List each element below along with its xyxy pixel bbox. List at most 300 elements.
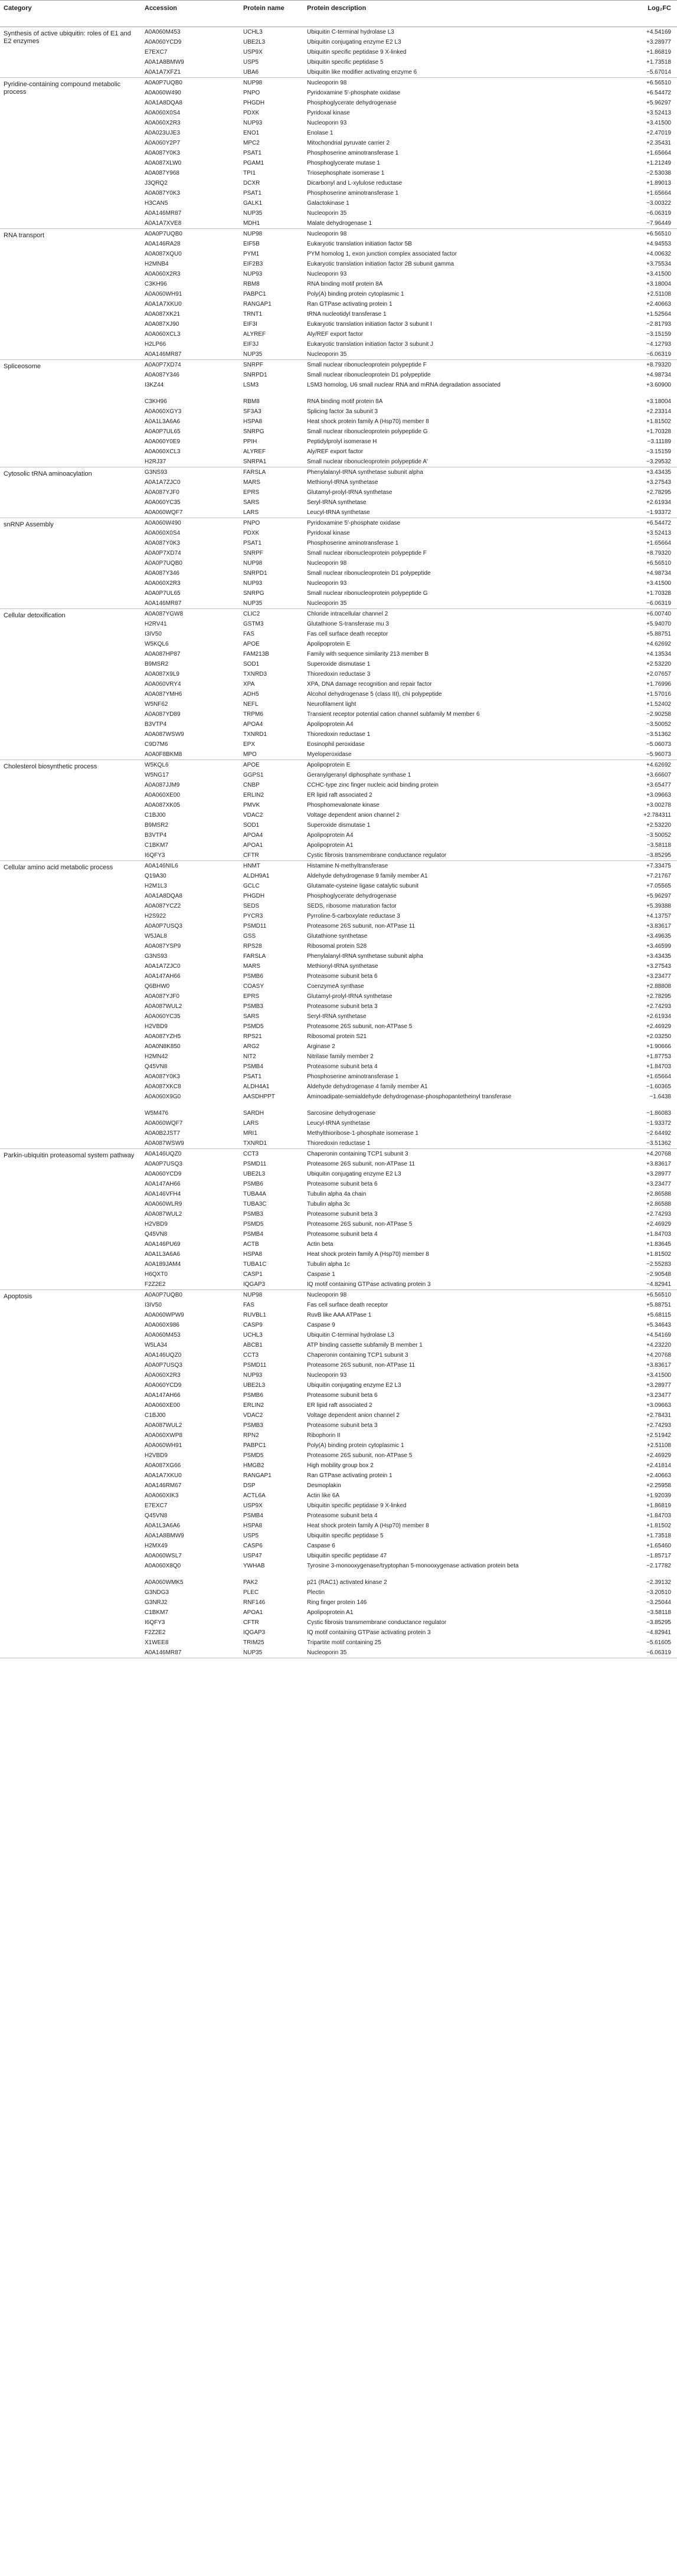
table-row (0, 770, 677, 780)
category-group (0, 760, 677, 861)
log2fc-cell: +2.61934 (646, 499, 671, 506)
log2fc-cell: +2.61934 (646, 1013, 671, 1020)
category-label: Apoptosis (4, 1293, 32, 1300)
category-label: Cytosolic tRNA aminoacylation (4, 470, 92, 477)
category-group (0, 1290, 677, 1658)
protein-name-cell: USP9X (243, 1503, 263, 1509)
description-cell: Nucleoporin 93 (307, 580, 347, 587)
accession-cell: A0A1A7XVE8 (145, 220, 182, 227)
header-protein-name: Protein name (243, 5, 284, 12)
log2fc-cell: +4.23220 (646, 1342, 671, 1348)
accession-cell: F2Z2E2 (145, 1629, 166, 1636)
accession-cell: Q45VN8 (145, 1063, 168, 1070)
log2fc-cell: +2.53220 (646, 661, 671, 667)
table-row (0, 719, 677, 729)
protein-name-cell: EPRS (243, 993, 260, 1000)
table-row (0, 1320, 677, 1330)
protein-name-cell: PSMB3 (243, 1211, 263, 1217)
accession-cell: A0A1L3A6A6 (145, 418, 181, 425)
description-cell: Fas cell surface death receptor (307, 631, 388, 637)
table-body (0, 27, 677, 1658)
table-row (0, 810, 677, 820)
protein-name-cell: EIF5B (243, 241, 260, 247)
table-row (0, 249, 677, 259)
description-cell: Myeloperoxidase (307, 751, 352, 758)
table-row (0, 447, 677, 457)
protein-name-cell: IQGAP3 (243, 1629, 266, 1636)
protein-name-cell: DCXR (243, 180, 260, 186)
log2fc-cell: −6.06319 (646, 600, 671, 607)
log2fc-cell: +2.40663 (646, 1472, 671, 1479)
description-cell: Proteasome 26S subunit, non-ATPase 5 (307, 1221, 413, 1228)
table-row (0, 98, 677, 108)
table-row (0, 941, 677, 951)
protein-name-cell: PSMB6 (243, 973, 263, 980)
protein-name-cell: SEDS (243, 903, 260, 909)
description-cell: Neurofilament light (307, 701, 357, 708)
description-cell: Proteasome subunit beta 6 (307, 1392, 378, 1399)
table-row (0, 27, 677, 37)
table-row (0, 881, 677, 891)
description-cell: Enolase 1 (307, 130, 333, 136)
protein-name-cell: NUP98 (243, 1292, 263, 1298)
protein-name-cell: HNMT (243, 863, 260, 869)
description-cell: Ribophorin II (307, 1432, 341, 1439)
protein-name-cell: PSAT1 (243, 1073, 261, 1080)
protein-name-cell: PSAT1 (243, 150, 261, 156)
description-cell: Phosphoglycerate dehydrogenase (307, 100, 397, 106)
log2fc-cell: −2.64492 (646, 1130, 671, 1137)
log2fc-cell: +2.41814 (646, 1462, 671, 1469)
description-cell: Heat shock protein family A (Hsp70) member 8 (307, 1523, 429, 1529)
description-cell: Seryl-tRNA synthetase (307, 499, 367, 506)
log2fc-cell: +2.86588 (646, 1191, 671, 1197)
protein-name-cell: SNRPD1 (243, 372, 267, 378)
protein-name-cell: RANGAP1 (243, 301, 272, 307)
accession-cell: A0A060WQF7 (145, 509, 183, 516)
accession-cell: I3IV50 (145, 1302, 162, 1308)
accession-cell: A0A0P7USQ3 (145, 1362, 182, 1369)
description-cell: Proteasome subunit beta 3 (307, 1211, 378, 1217)
description-cell: Proteasome 26S subunit, non-ATPase 11 (307, 1161, 416, 1167)
accession-cell: A0A060M453 (145, 1332, 181, 1338)
accession-cell: Q19A30 (145, 873, 166, 879)
table-row (0, 57, 677, 67)
description-cell: Malate dehydrogenase 1 (307, 220, 372, 227)
protein-name-cell: PGAM1 (243, 160, 264, 166)
log2fc-cell: +2.74293 (646, 1003, 671, 1010)
accession-cell: A0A1A8DQA8 (145, 100, 182, 106)
protein-name-cell: RBM8 (243, 398, 260, 405)
protein-name-cell: ADH5 (243, 691, 259, 698)
description-cell: Voltage dependent anion channel 2 (307, 812, 400, 819)
description-cell: Pyridoxamine 5′-phosphate oxidase (307, 520, 401, 526)
table-row (0, 467, 677, 477)
table-row (0, 329, 677, 339)
table-row (0, 1189, 677, 1199)
accession-cell: A0A060XCL3 (145, 331, 181, 338)
description-cell: Ribosomal protein S21 (307, 1033, 367, 1040)
description-cell: Proteasome subunit beta 4 (307, 1513, 378, 1519)
accession-cell: A0A060VRY4 (145, 681, 181, 688)
accession-cell: A0A060XE00 (145, 1402, 181, 1409)
protein-name-cell: CFTR (243, 1619, 259, 1626)
log2fc-cell: +2.40663 (646, 301, 671, 307)
accession-cell: J3QRQ2 (145, 180, 168, 186)
protein-name-cell: PAK2 (243, 1579, 258, 1586)
protein-name-cell: GSS (243, 933, 256, 940)
log2fc-cell: +5.96297 (646, 893, 671, 899)
table-row (0, 1032, 677, 1042)
protein-name-cell: PSMB6 (243, 1181, 263, 1187)
description-cell: Proteasome subunit beta 4 (307, 1063, 378, 1070)
table-row (0, 1159, 677, 1169)
table-row (0, 1648, 677, 1658)
log2fc-cell: +1.92039 (646, 1492, 671, 1499)
description-cell: Ran GTPase activating protein 1 (307, 1472, 393, 1479)
protein-name-cell: COASY (243, 983, 264, 990)
log2fc-cell: +1.21249 (646, 160, 671, 166)
table-row (0, 1052, 677, 1062)
accession-cell: H2VBD9 (145, 1221, 168, 1228)
table-row (0, 1390, 677, 1400)
accession-cell: B9MSR2 (145, 822, 169, 829)
accession-cell: F2Z2E2 (145, 1281, 166, 1288)
protein-name-cell: AASDHPPT (243, 1094, 275, 1100)
table-row (0, 1108, 677, 1118)
log2fc-cell: +3.41500 (646, 580, 671, 587)
log2fc-cell: +4.13534 (646, 651, 671, 657)
protein-name-cell: PLEC (243, 1589, 259, 1596)
log2fc-cell: +1.52564 (646, 311, 671, 318)
log2fc-cell: +2.46929 (646, 1221, 671, 1228)
description-cell: Nucleoporin 35 (307, 210, 347, 217)
protein-name-cell: APOA4 (243, 721, 263, 728)
category-label: Cholesterol biosynthetic process (4, 763, 97, 770)
log2fc-cell: +3.43435 (646, 953, 671, 960)
description-cell: Chloride intracellular channel 2 (307, 611, 388, 617)
accession-cell: A0A087WUL2 (145, 1003, 182, 1010)
protein-name-cell: PSMB3 (243, 1003, 263, 1010)
table-row (0, 951, 677, 961)
table-row (0, 1239, 677, 1249)
protein-name-cell: CASP9 (243, 1322, 263, 1328)
description-cell: Pyridoxal kinase (307, 110, 350, 116)
protein-name-cell: TXNRD3 (243, 671, 267, 677)
protein-name-cell: ALYREF (243, 331, 266, 338)
accession-cell: H3CAN5 (145, 200, 168, 207)
description-cell: Methionyl-tRNA synthetase (307, 479, 378, 486)
log2fc-cell: +2.07657 (646, 671, 671, 677)
protein-name-cell: PSMD5 (243, 1023, 264, 1030)
accession-cell: A0A087YZH5 (145, 1033, 181, 1040)
accession-cell: A0A087XQU0 (145, 251, 182, 257)
accession-cell: W5KQL6 (145, 762, 169, 768)
description-cell: IQ motif containing GTPase activating protein 3 (307, 1629, 431, 1636)
description-cell: Aldehyde dehydrogenase 9 family member A1 (307, 873, 428, 879)
accession-cell: H2VBD9 (145, 1023, 168, 1030)
category-label: snRNP Assembly (4, 521, 54, 528)
log2fc-cell: −1.93372 (646, 509, 671, 516)
table-row (0, 299, 677, 309)
table-row (0, 1310, 677, 1320)
protein-name-cell: ABCB1 (243, 1342, 263, 1348)
description-cell: Small nuclear ribonucleoprotein polypeptide G (307, 428, 428, 435)
accession-cell: B3VTP4 (145, 832, 167, 839)
log2fc-cell: +3.00278 (646, 802, 671, 809)
category-label: Pyridine-containing compound metabolic process (4, 81, 121, 96)
table-row (0, 961, 677, 971)
category-group (0, 518, 677, 609)
log2fc-cell: +4.20768 (646, 1151, 671, 1157)
protein-name-cell: PHGDH (243, 100, 265, 106)
log2fc-cell: −3.85295 (646, 1619, 671, 1626)
protein-name-cell: NUP35 (243, 1649, 263, 1656)
protein-name-cell: EIF3J (243, 341, 259, 348)
table-row (0, 1370, 677, 1380)
description-cell: Splicing factor 3a subunit 3 (307, 408, 378, 415)
description-cell: Eukaryotic translation initiation factor 3 subunit J (307, 341, 433, 348)
description-cell: Nucleoporin 93 (307, 1372, 347, 1379)
protein-name-cell: HSPA8 (243, 1251, 263, 1258)
table-row (0, 649, 677, 659)
protein-name-cell: PHGDH (243, 893, 265, 899)
description-cell: Phosphoglycerate mutase 1 (307, 160, 380, 166)
log2fc-cell: +5.39388 (646, 903, 671, 909)
accession-cell: C1BKM7 (145, 1609, 169, 1616)
table-row (0, 1541, 677, 1551)
accession-cell: A0A147AH66 (145, 1181, 181, 1187)
log2fc-cell: +2.78295 (646, 993, 671, 1000)
accession-cell: A0A147AH66 (145, 1392, 181, 1399)
description-cell: Caspase 9 (307, 1322, 335, 1328)
protein-name-cell: RPS28 (243, 943, 262, 950)
protein-name-cell: GSTM3 (243, 621, 264, 627)
accession-cell: H2M1L3 (145, 883, 167, 889)
log2fc-cell: −3.58118 (646, 842, 671, 849)
accession-cell: A0A1A8DQA8 (145, 893, 182, 899)
protein-name-cell: RNF146 (243, 1599, 266, 1606)
log2fc-cell: +3.43435 (646, 469, 671, 476)
accession-cell: A0A0P7UL65 (145, 590, 181, 597)
description-cell: Tubulin alpha 1c (307, 1261, 351, 1268)
protein-name-cell: MRI1 (243, 1130, 257, 1137)
accession-cell: A0A1A7XKU0 (145, 1472, 182, 1479)
log2fc-cell: +1.83645 (646, 1241, 671, 1248)
log2fc-cell: +3.28977 (646, 1382, 671, 1389)
log2fc-cell: +3.23477 (646, 973, 671, 980)
description-cell: Tubulin alpha 4a chain (307, 1191, 367, 1197)
accession-cell: A0A087YJF0 (145, 993, 179, 1000)
accession-cell: A0A146RA28 (145, 241, 181, 247)
protein-name-cell: UBE2L3 (243, 1171, 266, 1177)
table-row (0, 67, 677, 77)
description-cell: Mitochondrial pyruvate carrier 2 (307, 140, 390, 146)
description-cell: Dicarbonyl and L-xylulose reductase (307, 180, 403, 186)
log2fc-cell: −4.12793 (646, 341, 671, 348)
protein-name-cell: NIT2 (243, 1053, 256, 1060)
table-row (0, 921, 677, 931)
log2fc-cell: −2.53038 (646, 170, 671, 176)
category-label: Synthesis of active ubiquitin: roles of E1 and E2 enzymes (4, 30, 131, 45)
accession-cell: A0A1A7ZJC0 (145, 963, 181, 970)
description-cell: Nitrilase family member 2 (307, 1053, 374, 1060)
description-cell: Ran GTPase activating protein 1 (307, 301, 393, 307)
table-row (0, 1551, 677, 1561)
description-cell: Eukaryotic translation initiation factor 5B (307, 241, 412, 247)
table-row (0, 699, 677, 709)
description-cell: Leucyl-tRNA synthetase (307, 509, 370, 516)
accession-cell: A0A0P7USQ3 (145, 1161, 182, 1167)
description-cell: Glutamyl-prolyl-tRNA synthetase (307, 993, 393, 1000)
table-row (0, 128, 677, 138)
accession-cell: A0A060WSL7 (145, 1553, 182, 1559)
accession-cell: A0A146MR87 (145, 600, 182, 607)
protein-name-cell: HSPA8 (243, 418, 263, 425)
log2fc-cell: +3.28977 (646, 39, 671, 45)
log2fc-cell: −3.50052 (646, 721, 671, 728)
table-row (0, 1199, 677, 1209)
log2fc-cell: −1.60365 (646, 1084, 671, 1090)
description-cell: Apolipoprotein A1 (307, 1609, 354, 1616)
accession-cell: A0A087Y0K3 (145, 190, 181, 197)
log2fc-cell: +2.35431 (646, 140, 671, 146)
protein-name-cell: NUP35 (243, 351, 263, 358)
description-cell: Ubiquitin conjugating enzyme E2 L3 (307, 1171, 401, 1177)
log2fc-cell: +3.83617 (646, 923, 671, 929)
table-row (0, 1082, 677, 1092)
log2fc-cell: +3.18004 (646, 281, 671, 287)
table-row (0, 891, 677, 901)
table-row (0, 760, 677, 770)
table-row (0, 289, 677, 299)
table-row (0, 1501, 677, 1511)
protein-name-cell: CCT3 (243, 1151, 259, 1157)
accession-cell: A0A189JAM4 (145, 1261, 181, 1268)
table-row (0, 518, 677, 528)
accession-cell: A0A060WLR9 (145, 1201, 182, 1207)
accession-cell: G3NS93 (145, 469, 168, 476)
description-cell: Ubiquitin conjugating enzyme E2 L3 (307, 39, 401, 45)
table-row (0, 780, 677, 790)
accession-cell: C1BKM7 (145, 842, 169, 849)
description-cell: Aly/REF export factor (307, 331, 364, 338)
protein-name-cell: APOE (243, 762, 260, 768)
table-row (0, 840, 677, 850)
log2fc-cell: +6.00740 (646, 611, 671, 617)
accession-cell: A0A060YC35 (145, 499, 181, 506)
table-row (0, 360, 677, 370)
table-row (0, 437, 677, 447)
table-row (0, 168, 677, 178)
description-cell: Tripartite motif containing 25 (307, 1639, 381, 1646)
protein-name-cell: PNPO (243, 90, 260, 96)
description-cell: Ubiquitin C-terminal hydrolase L3 (307, 29, 394, 35)
table-row (0, 578, 677, 588)
accession-cell: W5M476 (145, 1110, 169, 1117)
accession-cell: H2LP66 (145, 341, 166, 348)
log2fc-cell: +2.51108 (646, 1442, 671, 1449)
protein-name-cell: SOD1 (243, 822, 260, 829)
protein-name-cell: UBA6 (243, 69, 259, 76)
log2fc-cell: +3.27543 (646, 479, 671, 486)
table-row (0, 1012, 677, 1022)
protein-name-cell: NUP98 (243, 560, 263, 567)
log2fc-cell: +4.94553 (646, 241, 671, 247)
protein-name-cell: MARS (243, 479, 260, 486)
description-cell: Actin beta (307, 1241, 333, 1248)
accession-cell: A0A060WH91 (145, 291, 182, 297)
table-row (0, 538, 677, 548)
table-row (0, 1001, 677, 1012)
description-cell: Family with sequence similarity 213 member B (307, 651, 429, 657)
protein-name-cell: PABPC1 (243, 291, 266, 297)
log2fc-cell: +8.79320 (646, 550, 671, 557)
description-cell: Eosinophil peroxidase (307, 741, 365, 748)
table-row (0, 1431, 677, 1441)
protein-name-cell: RPN2 (243, 1432, 259, 1439)
table-row (0, 1561, 677, 1577)
protein-name-cell: PMVK (243, 802, 260, 809)
accession-cell: A0A087Y346 (145, 570, 179, 577)
log2fc-cell: +3.23477 (646, 1392, 671, 1399)
accession-cell: A0A060XGY3 (145, 408, 182, 415)
accession-cell: A0A060XE00 (145, 792, 181, 798)
log2fc-cell: −3.00322 (646, 200, 671, 207)
log2fc-cell: +2.23314 (646, 408, 671, 415)
description-cell: Actin like 6A (307, 1492, 340, 1499)
table-row (0, 1092, 677, 1108)
log2fc-cell: +1.65664 (646, 540, 671, 546)
protein-name-cell: SNRPF (243, 550, 263, 557)
accession-cell: A0A1L3A6A6 (145, 1251, 181, 1258)
log2fc-cell: +3.09663 (646, 792, 671, 798)
table-row (0, 861, 677, 871)
description-cell: Histamine N-methyltransferase (307, 863, 388, 869)
log2fc-cell: +3.27543 (646, 963, 671, 970)
log2fc-cell: +1.73518 (646, 1533, 671, 1539)
accession-cell: I3IV50 (145, 631, 162, 637)
accession-cell: C3KH96 (145, 398, 167, 405)
description-cell: ATP binding cassette subfamily B member 1 (307, 1342, 423, 1348)
table-row (0, 78, 677, 88)
protein-name-cell: APOA1 (243, 1609, 263, 1616)
accession-cell: A0A087Y0K3 (145, 1073, 181, 1080)
category-group (0, 861, 677, 1149)
accession-cell: C3KH96 (145, 281, 167, 287)
log2fc-cell: +5.88751 (646, 631, 671, 637)
accession-cell: A0A146UQZ0 (145, 1151, 182, 1157)
accession-cell: A0A0P7UQB0 (145, 80, 182, 86)
accession-cell: A0A146VFH4 (145, 1191, 181, 1197)
protein-name-cell: ERLIN2 (243, 792, 264, 798)
protein-name-cell: TRIM25 (243, 1639, 264, 1646)
protein-name-cell: RPS21 (243, 1033, 262, 1040)
table-row (0, 931, 677, 941)
accession-cell: G3NDG3 (145, 1589, 169, 1596)
log2fc-cell: +1.89013 (646, 180, 671, 186)
table-row (0, 1169, 677, 1179)
category-group (0, 609, 677, 760)
description-cell: Proteasome subunit beta 4 (307, 1231, 378, 1238)
table-row (0, 477, 677, 487)
table-row (0, 1219, 677, 1229)
description-cell: Eukaryotic translation initiation factor 2B subunit gamma (307, 261, 454, 267)
accession-cell: A0A087Y968 (145, 170, 179, 176)
log2fc-cell: +4.62692 (646, 641, 671, 647)
table-row (0, 981, 677, 991)
description-cell: SEDS, ribosome maturation factor (307, 903, 397, 909)
